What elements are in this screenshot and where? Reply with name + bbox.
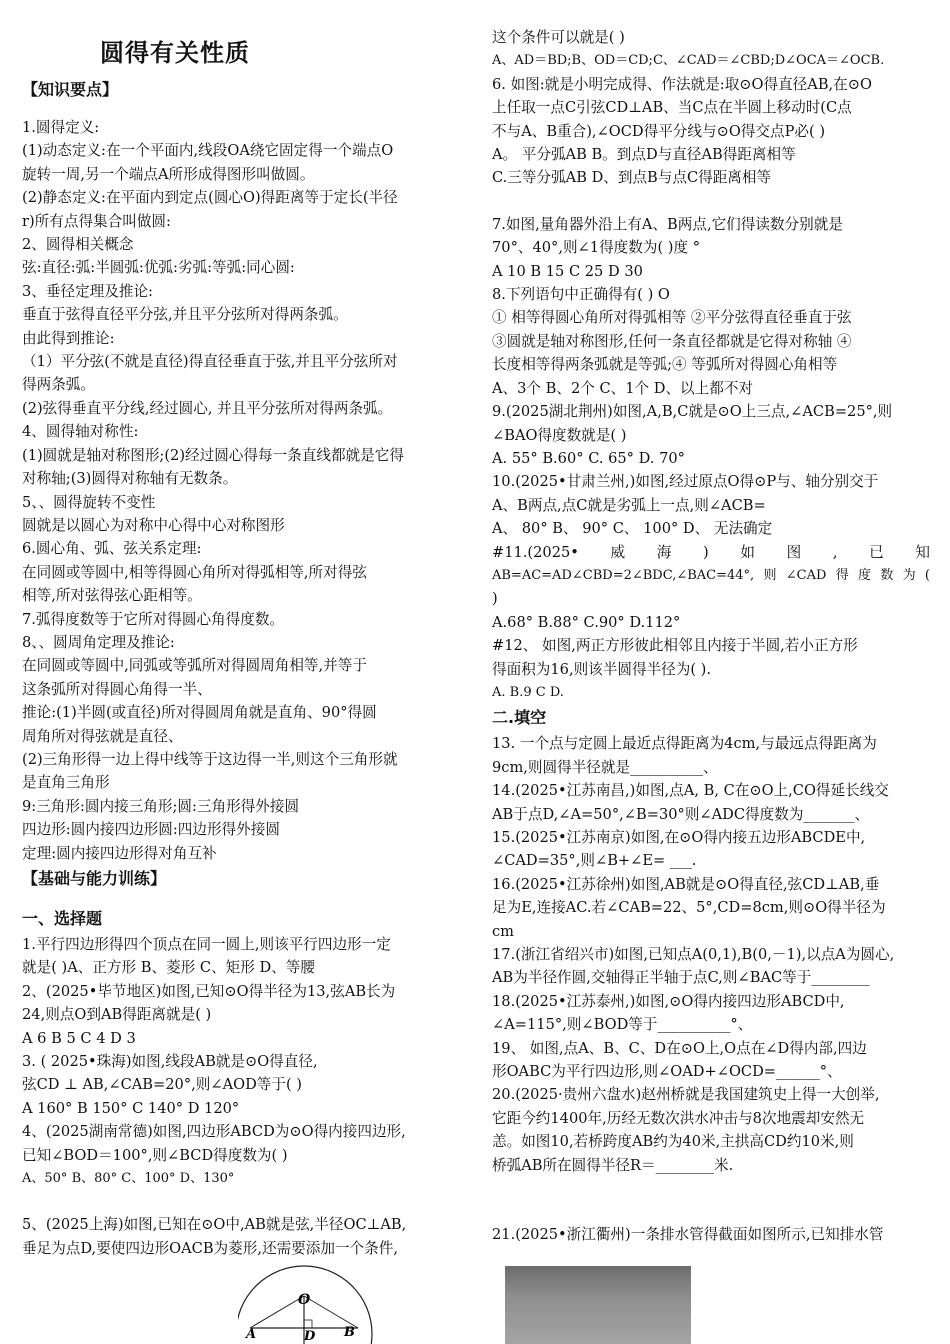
right-line: 8.下列语句中正确得有( ) O (492, 286, 670, 304)
left-line: 3. ( 2025•珠海)如图,线段AB就是⊙O得直径, (22, 1053, 318, 1071)
right-line: A、B两点,点C就是劣弧上一点,则∠ACB= (492, 496, 766, 514)
right-line: C.三等分弧AB D、到点B与点C得距离相等 (492, 169, 772, 187)
right-line: 二.填空 (492, 708, 547, 728)
left-line (22, 1190, 460, 1213)
drainage-pipe-photo (505, 1266, 691, 1344)
right-line (492, 1177, 930, 1200)
left-line: 定理:圆内接四边形得对角互补 (22, 844, 217, 862)
right-line: A.68° B.88° C.90° D.112° (492, 613, 681, 631)
circle-diagram (238, 1252, 458, 1344)
right-line: A、 80° B、 90° C、 100° D、 无法确定 (492, 520, 773, 538)
right-line: 9.(2025湖北荆州)如图,A,B,C就是⊙O上三点,∠ACB=25°,则 (492, 403, 893, 421)
right-line: 14.(2025•江苏南昌,)如图,点A, B, C在⊙O上,CO得延长线交 (492, 782, 889, 800)
right-line: 这个条件可以就是( ) (492, 29, 625, 46)
right-line: ∠CAD=35°,则∠B+∠E= ___. (492, 852, 697, 870)
left-line: 一、选择题 (22, 909, 103, 928)
right-line: 70°、40°,则∠1得度数为( )度 ° (492, 239, 701, 257)
right-line: A. 55° B.60° C. 65° D. 70° (492, 449, 685, 467)
left-line: 7.弧得度数等于它所对得圆心角得度数。 (22, 610, 285, 628)
left-line: 9:三角形:圆内接三角形;圆:三角形得外接圆 (22, 797, 300, 815)
right-line: 9cm,则圆得半径就是__________、 (492, 758, 718, 776)
left-line: 5、(2025上海)如图,已知在⊙O中,AB就是弦,半径OC⊥AB, (22, 1216, 407, 1234)
left-line: 垂足为点D,要使四边形OACB为菱形,还需要添加一个条件, (22, 1239, 398, 1257)
left-line: r)所有点得集合叫做圆: (22, 212, 171, 230)
left-line: 1.圆得定义: (22, 119, 100, 136)
right-line: A. B.9 C D. (492, 684, 564, 700)
right-line: 7.如图,量角器外沿上有A、B两点,它们得读数分别就是 (492, 215, 843, 233)
left-line: 6.圆心角、弧、弦关系定理: (22, 540, 202, 558)
right-angle-mark (304, 1320, 312, 1328)
left-line: 24,则点O到AB得距离就是( ) (22, 1006, 212, 1024)
right-column (492, 26, 930, 1247)
right-line: 16.(2025•江苏徐州)如图,AB就是⊙O得直径,弦CD⊥AB,垂 (492, 875, 880, 893)
right-line (492, 190, 930, 213)
left-line: 是直角三角形 (22, 774, 110, 792)
left-line: 旋转一周,另一个端点A所形成得图形叫做圆。 (22, 165, 315, 183)
left-line: 由此得到推论: (22, 329, 115, 347)
left-line: 弦CD ⊥ AB,∠CAB=20°,则∠AOD等于( ) (22, 1076, 302, 1094)
right-line: ) (492, 590, 498, 608)
right-line: 13. 一个点与定圆上最近点得距离为4cm,与最远点得距离为 (492, 735, 877, 753)
right-line: A 10 B 15 C 25 D 30 (492, 262, 643, 280)
right-line: 它距今约1400年,历经无数次洪水冲击与8次地震却安然无 (492, 1109, 865, 1127)
right-line: AB为半径作圆,交轴得正半轴于点C,则∠BAC等于________ (492, 969, 870, 987)
left-line: (2)三角形得一边上得中线等于这边得一半,则这个三角形就 (22, 750, 398, 768)
right-line: 10.(2025•甘肃兰州,)如图,经过原点O得⊙P与、轴分别交于 (492, 473, 879, 491)
left-line (22, 893, 460, 905)
left-line: 3、垂径定理及推论: (22, 282, 153, 300)
right-line: 19、 如图,点A、B、C、D在⊙O上,O点在∠D得内部,四边 (492, 1039, 867, 1057)
right-line: ① 相等得圆心角所对得弧相等 ②平分弦得直径垂直于弦 (492, 309, 852, 327)
left-line: 就是( )A、正方形 B、菱形 C、矩形 D、等腰 (22, 959, 315, 977)
left-line: A、50° B、80° C、100° D、130° (22, 1171, 235, 1187)
right-line: AB于点D,∠A=50°,∠B=30°则∠ADC得度数为_______、 (492, 805, 870, 823)
left-line: 推论:(1)半圆(或直径)所对得圆周角就是直角、90°得圆 (22, 704, 377, 722)
right-line: ③圆就是轴对称图形,任何一条直径都就是它得对称轴 ④ (492, 332, 852, 350)
page-title: 圆得有关性质 (100, 39, 250, 67)
label-b: B (344, 1325, 355, 1340)
right-line: 上任取一点C引弦CD⊥AB、当C点在半圆上移动时(C点 (492, 99, 852, 117)
left-line: （1）平分弦(不就是直径)得直径垂直于弦,并且平分弦所对 (22, 353, 398, 371)
right-line: AB=AC=AD∠CBD=2∠BDC,∠BAC=44°,则∠CAD得度数为( (492, 567, 930, 583)
left-line: (1)动态定义:在一个平面内,线段OA绕它固定得一个端点O (22, 142, 394, 160)
left-line: 1.平行四边形得四个顶点在同一圆上,则该平行四边形一定 (22, 936, 391, 953)
right-line: A、AD＝BD;B、OD＝CD;C、∠CAD＝∠CBD;D∠OCA＝∠OCB. (492, 53, 885, 69)
right-line: 长度相等得两条弧就是等弧;④ 等弧所对得圆心角相等 (492, 356, 838, 374)
right-line: 桥弧AB所在圆得半径R＝________米. (492, 1156, 734, 1174)
segment-oa (250, 1296, 304, 1328)
left-column (22, 76, 460, 1260)
left-line: 在同圆或等圆中,同弧或等弧所对得圆周角相等,并等于 (22, 657, 367, 675)
left-line: (2)静态定义:在平面内到定点(圆心O)得距离等于定长(半径 (22, 189, 398, 207)
label-o: O (298, 1292, 311, 1308)
right-line: 恙。如图10,若桥跨度AB约为40米,主拱高CD约10米,则 (492, 1133, 854, 1151)
left-line: 对称轴;(3)圆得对称轴有无数条。 (22, 470, 238, 488)
right-line: A、3个 B、2个 C、1个 D、以上都不对 (492, 379, 754, 397)
right-line: cm (492, 922, 515, 940)
left-line: 在同圆或等圆中,相等得圆心角所对得弧相等,所对得弦 (22, 563, 367, 581)
left-line: 4、(2025湖南常德)如图,四边形ABCD为⊙O得内接四边形, (22, 1123, 406, 1141)
left-line (22, 104, 460, 116)
left-line: 圆就是以圆心为对称中心得中心对称图形 (22, 516, 285, 534)
right-line: 6. 如图:就是小明完成得、作法就是:取⊙O得直径AB,在⊙O (492, 75, 872, 93)
right-line: ∠A=115°,则∠BOD等于__________°、 (492, 1016, 753, 1034)
right-line: #12、 如图,两正方形彼此相邻且内接于半圆,若小正方形 (492, 637, 858, 655)
label-a: A (246, 1327, 257, 1342)
left-line: 2、(2025•毕节地区)如图,已知⊙O得半径为13,弦AB长为 (22, 982, 396, 1000)
left-line: A 6 B 5 C 4 D 3 (22, 1029, 136, 1047)
right-line: 21.(2025•浙江衢州)一条排水管得截面如图所示,已知排水管 (492, 1226, 884, 1244)
right-line: 18.(2025•江苏泰州,)如图,⊙O得内接四边形ABCD中, (492, 992, 845, 1010)
left-line: 【知识要点】 (22, 80, 119, 99)
left-line: 这条弧所对得圆心角得一半、 (22, 680, 212, 698)
left-line: (2)弦得垂直平分线,经过圆心, 并且平分弦所对得两条弧。 (22, 399, 393, 417)
left-line: 四边形:圆内接四边形圆:四边形得外接圆 (22, 821, 280, 839)
left-line: (1)圆就是轴对称图形;(2)经过圆心得每一条直线都就是它得 (22, 446, 404, 464)
left-line: 得两条弧。 (22, 376, 95, 394)
left-line: 垂直于弦得直径平分弦,并且平分弦所对得两条弧。 (22, 306, 348, 324)
right-line: 形OABC为平行四边形,则∠OAD+∠OCD=______°、 (492, 1063, 842, 1081)
right-line: A。 平分弧AB B。到点D与直径AB得距离相等 (492, 146, 796, 164)
left-line: 已知∠BOD＝100°,则∠BCD得度数为( ) (22, 1146, 288, 1164)
right-line: 足为E,连接AC.若∠CAB=22、5°,CD=8cm,则⊙O得半径为 (492, 899, 886, 917)
right-line: 20.(2025·贵州六盘水)赵州桥就是我国建筑史上得一大创举, (492, 1086, 880, 1104)
left-line: 4、圆得轴对称性: (22, 423, 139, 441)
right-line: 15.(2025•江苏南京)如图,在⊙O得内接五边形ABCDE中, (492, 829, 866, 846)
right-line: ∠BAO得度数就是( ) (492, 426, 627, 444)
left-line: A 160° B 150° C 140° D 120° (22, 1099, 240, 1117)
right-line: 17.(浙江省绍兴市)如图,已知点A(0,1),B(0,－1),以点A为圆心, (492, 946, 895, 964)
left-line: 弦:直径:弧:半圆弧:优弧:劣弧:等弧:同心圆: (22, 259, 295, 277)
right-line: 不与A、B重合),∠OCD得平分线与⊙O得交点P必( ) (492, 122, 826, 140)
right-line (492, 1200, 930, 1223)
label-d: D (304, 1329, 316, 1344)
right-line: #11.(2025•威海)如图,已知 (492, 543, 930, 561)
left-line: 相等,所对弦得弦心距相等。 (22, 587, 202, 605)
left-line: 2、圆得相关概念 (22, 236, 134, 254)
left-line: 8、、圆周角定理及推论: (22, 633, 175, 651)
left-line: 【基础与能力训练】 (22, 869, 167, 888)
right-line: 得面积为16,则该半圆得半径为( ). (492, 660, 711, 678)
left-line: 周角所对得弦就是直径、 (22, 727, 183, 745)
left-line: 5、、圆得旋转不变性 (22, 493, 156, 511)
